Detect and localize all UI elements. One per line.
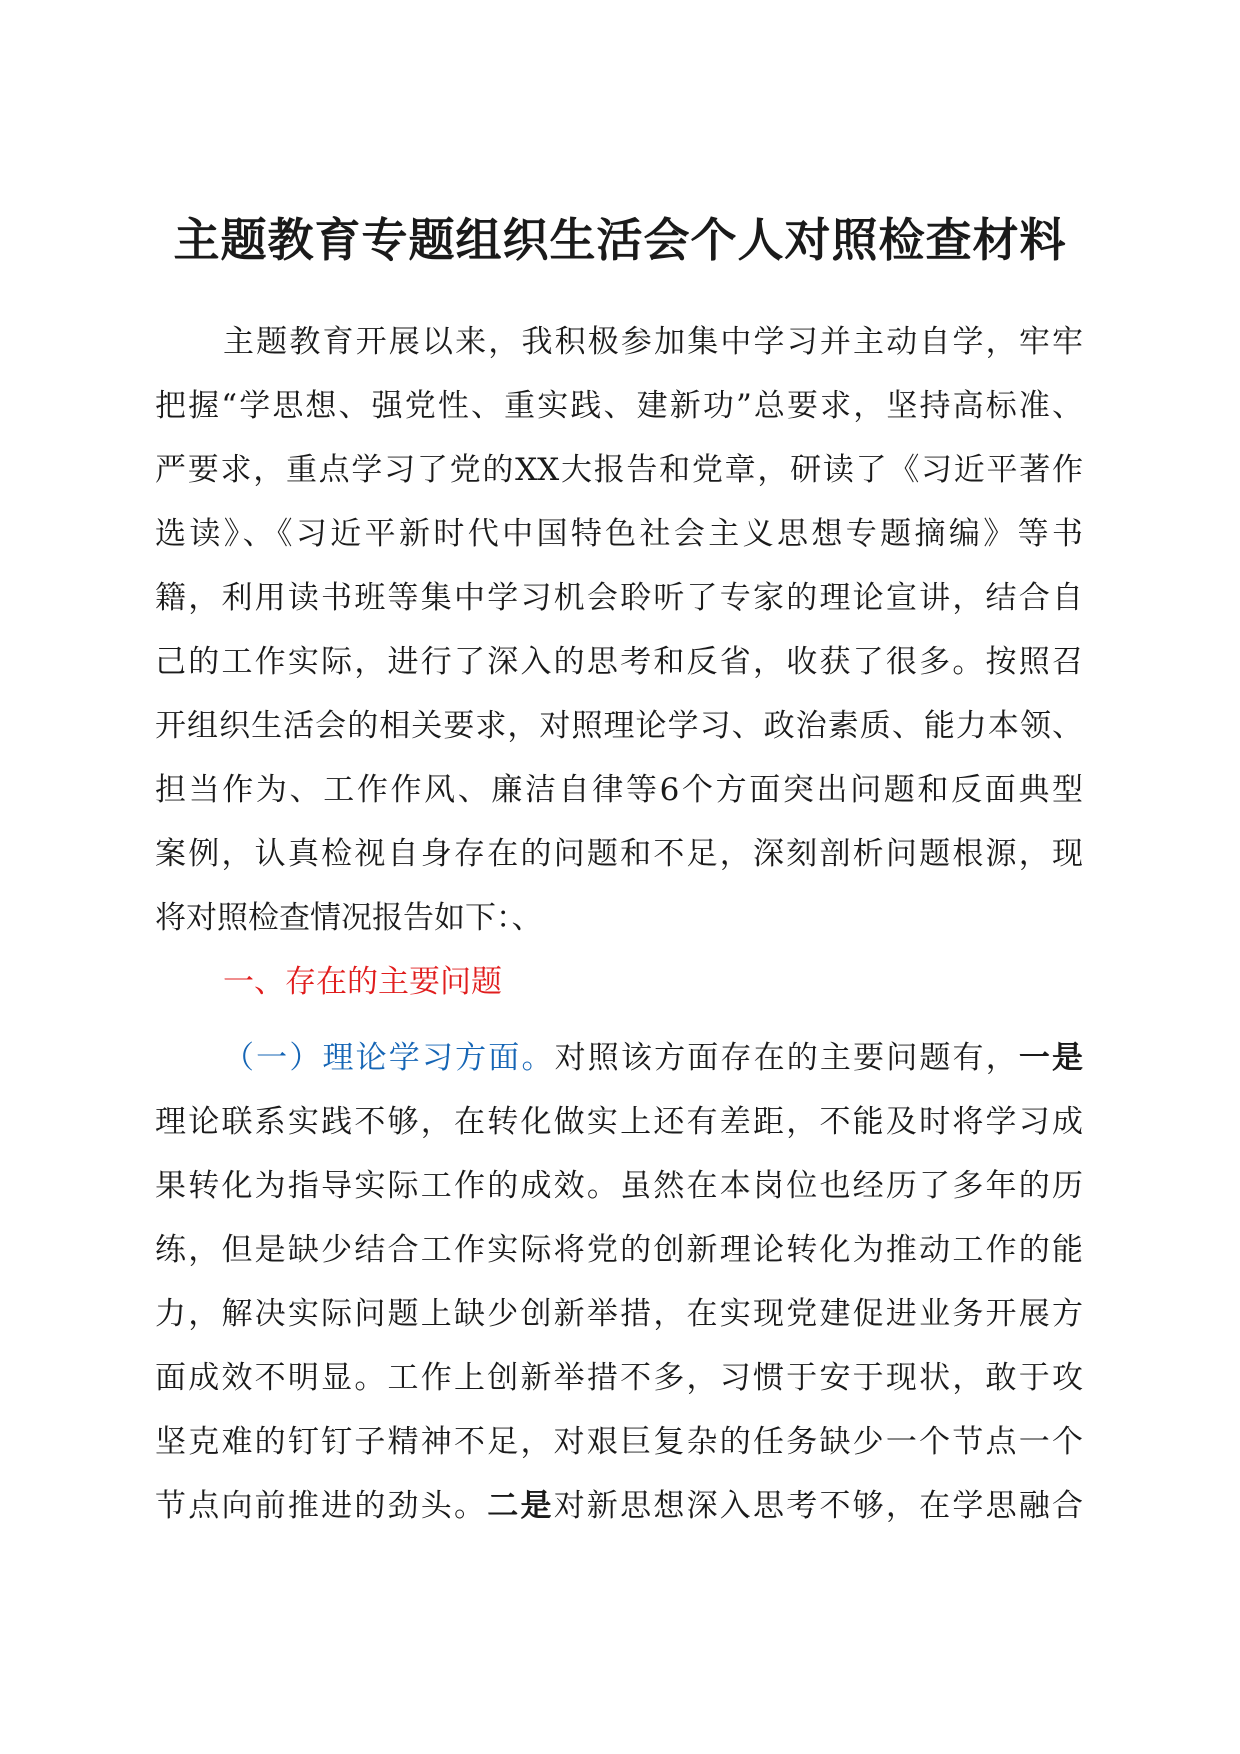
subsection-line: 理论联系实践不够，在转化做实上还有差距，不能及时将学习成: [155, 1104, 1083, 1140]
intro-line: 严要求，重点学习了党的XX大报告和党章，研读了《习近平著作: [155, 452, 1083, 488]
intro-line: 开组织生活会的相关要求，对照理论学习、政治素质、能力本领、: [155, 708, 1083, 744]
subsection-first-line: [223, 1036, 1083, 1080]
subsection-last-line: [155, 1484, 1083, 1528]
intro-line: 主题教育开展以来，我积极参加集中学习并主动自学，牢牢: [223, 324, 1083, 360]
last-line-end: 对新思想深入思考不够，在学思融合: [553, 1488, 1084, 1524]
intro-line: 选读》、《习近平新时代中国特色社会主义思想专题摘编》等书: [155, 516, 1083, 552]
intro-line: 案例，认真检视自身存在的问题和不足，深刻剖析问题根源，现: [155, 836, 1083, 872]
subsection-line: 坚克难的钉钉子精神不足，对艰巨复杂的任务缺少一个节点一个: [155, 1424, 1083, 1460]
subsection-lead: 对照该方面存在的主要问题有，: [554, 1040, 1019, 1076]
intro-line: 将对照检查情况报告如下：、: [155, 900, 543, 936]
second-marker: 二是: [487, 1488, 554, 1524]
subsection-heading: （一）理论学习方面。: [223, 1040, 555, 1076]
subsection-line: 力，解决实际问题上缺少创新举措，在实现党建促进业务开展方: [155, 1296, 1083, 1332]
intro-line: 担当作为、工作作风、廉洁自律等6个方面突出问题和反面典型: [155, 772, 1083, 808]
subsection-line: 面成效不明显。工作上创新举措不多，习惯于安于现状，敢于攻: [155, 1360, 1083, 1396]
subsection-line: 果转化为指导实际工作的成效。虽然在本岗位也经历了多年的历: [155, 1168, 1083, 1204]
document-title: 主题教育专题组织生活会个人对照检查材料: [173, 213, 1067, 267]
section-heading: 一、存在的主要问题: [223, 964, 502, 1000]
intro-line: 把握“学思想、强党性、重实践、建新功”总要求，坚持高标准、: [155, 388, 1083, 424]
intro-line: 籍，利用读书班等集中学习机会聆听了专家的理论宣讲，结合自: [155, 580, 1083, 616]
subsection-line: 练，但是缺少结合工作实际将党的创新理论转化为推动工作的能: [155, 1232, 1083, 1268]
intro-line: 己的工作实际，进行了深入的思考和反省，收获了很多。按照召: [155, 644, 1083, 680]
first-marker: 一是: [1018, 1040, 1084, 1076]
last-line-start: 节点向前推进的劲头。: [155, 1488, 488, 1524]
